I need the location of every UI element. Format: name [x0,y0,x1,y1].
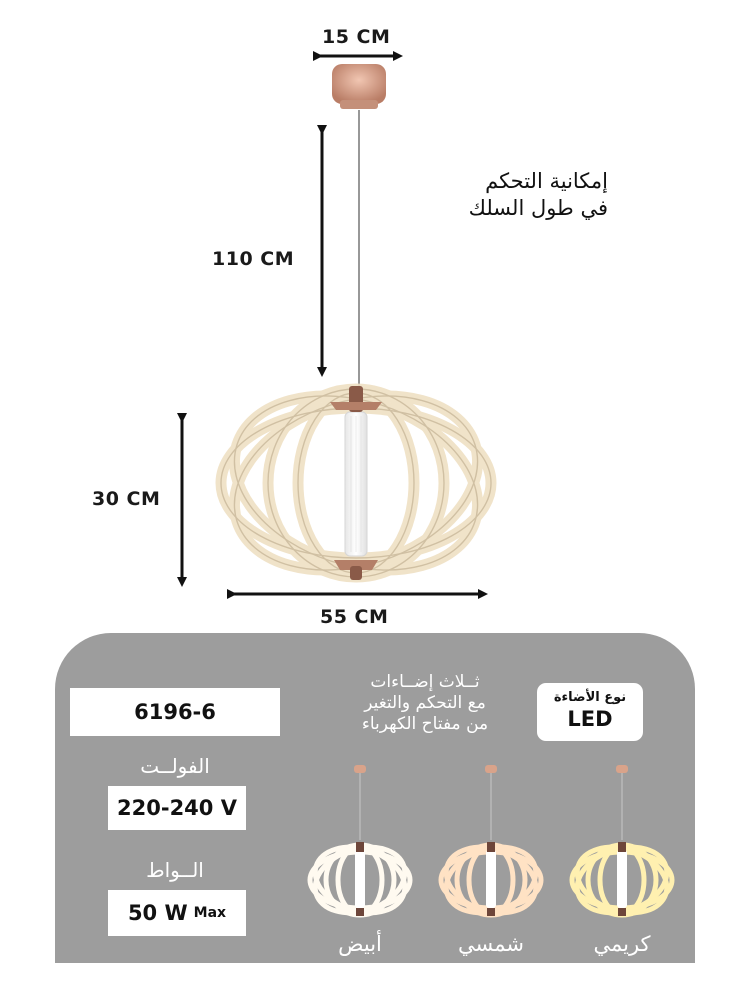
cable-length-label: 110 CM [212,248,295,270]
lighting-modes-line1: ثــلاث إضــاءات [370,672,480,692]
lamp-thumb-cream [569,765,676,920]
voltage-box [108,786,246,830]
color-name-warm: شمسي [458,932,524,956]
light-type-value: LED [567,707,613,731]
lamp-thumb-warm [438,765,545,920]
cable-adjustable-note [420,168,608,222]
light-type-label: نوع الأضاءة [553,690,627,705]
cable-note-line1: إمكانية التحكم [485,169,608,193]
light-type-badge [537,683,643,741]
canopy-width-label: 15 CM [322,26,391,48]
voltage-label: الفولــت [140,754,210,778]
cable-note-line2: في طول السلك [468,196,608,220]
color-thumbnails [300,760,690,920]
model-number-box [70,688,280,736]
wattage-box [108,890,246,936]
wattage-value: 50 W [127,901,188,925]
voltage-value: 220-240 V [117,796,237,820]
wattage-label: الــواط [146,858,204,882]
width-label: 55 CM [320,606,389,628]
lighting-modes-line3: من مفتاح الكهرباء [361,714,489,734]
color-name-cream: كريمي [593,932,651,956]
wattage-suffix: Max [193,905,227,921]
lamp-thumb-white [307,765,414,920]
lighting-modes-line2: مع التحكم والتغير [364,693,486,713]
center-tube [345,412,367,556]
color-name-white: أبيض [338,932,382,956]
height-label: 30 CM [92,488,161,510]
ceiling-canopy [332,64,386,109]
lighting-modes-note [320,672,530,735]
model-number: 6196-6 [134,700,216,724]
